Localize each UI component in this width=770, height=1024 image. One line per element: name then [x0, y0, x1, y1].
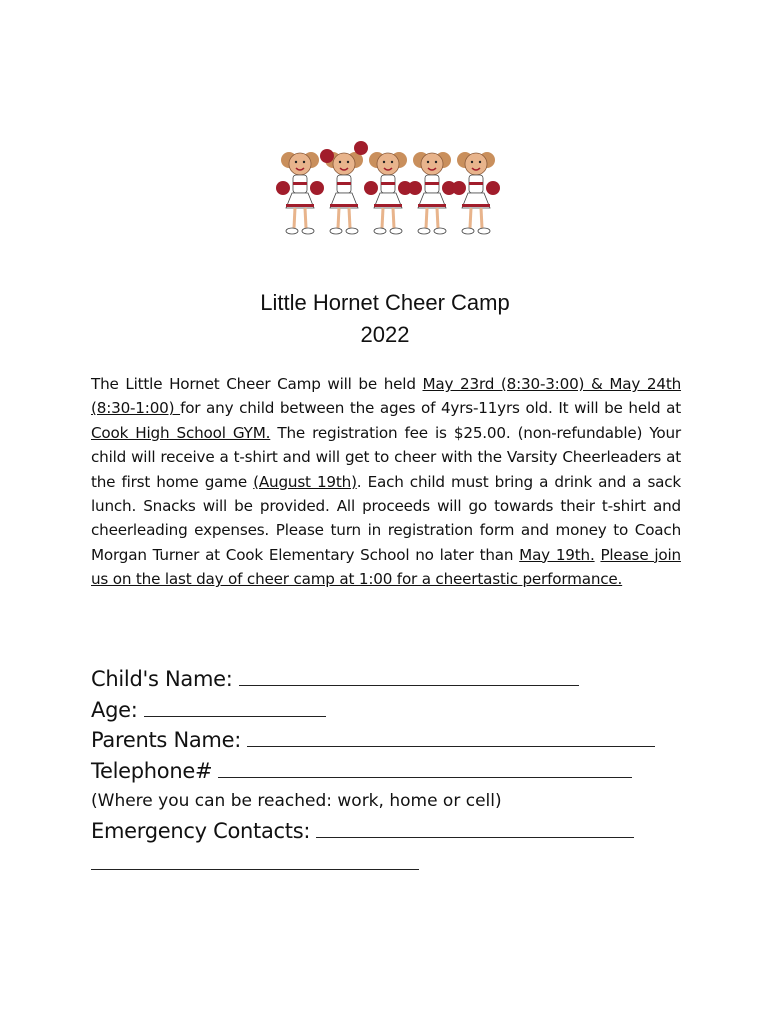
desc-part-2: for any child between the ages of 4yrs-11yrs old. It will be held at — [180, 399, 681, 418]
camp-location: Cook High School GYM. — [91, 423, 271, 442]
cheerleader-figure — [320, 141, 368, 234]
parents-name-field[interactable] — [247, 728, 655, 747]
emergency-field-line-2[interactable] — [91, 847, 419, 870]
child-name-label: Child's Name: — [91, 667, 233, 691]
telephone-row — [91, 756, 691, 787]
desc-part-1: The Little Hornet Cheer Camp will be held — [91, 375, 423, 393]
emergency-field[interactable] — [316, 819, 634, 838]
telephone-field[interactable] — [218, 759, 632, 778]
registration-deadline: May 19th. — [519, 545, 595, 564]
cheerleaders-illustration — [272, 140, 508, 240]
closing-note: Please join us on the last day of cheer camp at 1:00 for a cheertastic performance. — [91, 545, 681, 589]
age-field[interactable] — [144, 698, 326, 717]
cheerleader-figure — [276, 152, 324, 234]
age-row — [91, 695, 691, 726]
cheerleader-figure — [452, 152, 500, 234]
emergency-label: Emergency Contacts: — [91, 819, 311, 843]
parents-name-row — [91, 725, 691, 756]
telephone-note: (Where you can be reached: work, home or cell) — [91, 791, 502, 811]
page-title: Little Hornet Cheer Camp — [260, 290, 510, 315]
camp-dates: May 23rd (8:30-3:00) & May 24th (8:30-1:00) — [91, 375, 682, 418]
telephone-label: Telephone# — [91, 758, 213, 783]
page-year: 2022 — [360, 322, 410, 347]
registration-form — [91, 664, 691, 870]
cheerleader-figure — [364, 152, 412, 234]
age-label: Age: — [91, 697, 138, 722]
game-date: (August 19th) — [253, 472, 357, 491]
camp-description — [91, 372, 681, 592]
emergency-row — [91, 816, 691, 847]
desc-part-3: The registration fee is $25.00. (non-refundable) Your child will receive a t-shirt and will get to cheer with the Varsity Cheerleaders at the first home game — [91, 423, 681, 491]
cheerleader-figure — [408, 152, 456, 234]
desc-part-4: . Each child must bring a drink and a sack lunch. Snacks will be provided. All proceeds will go towards their t-shirt and cheerleading expenses. Please turn in registration form and money to Coach Morgan Turner at Cook Elementary School no later than — [91, 472, 682, 564]
child-name-row — [91, 664, 691, 695]
child-name-field[interactable] — [239, 667, 579, 686]
parents-name-label: Parents Name: — [91, 728, 241, 752]
